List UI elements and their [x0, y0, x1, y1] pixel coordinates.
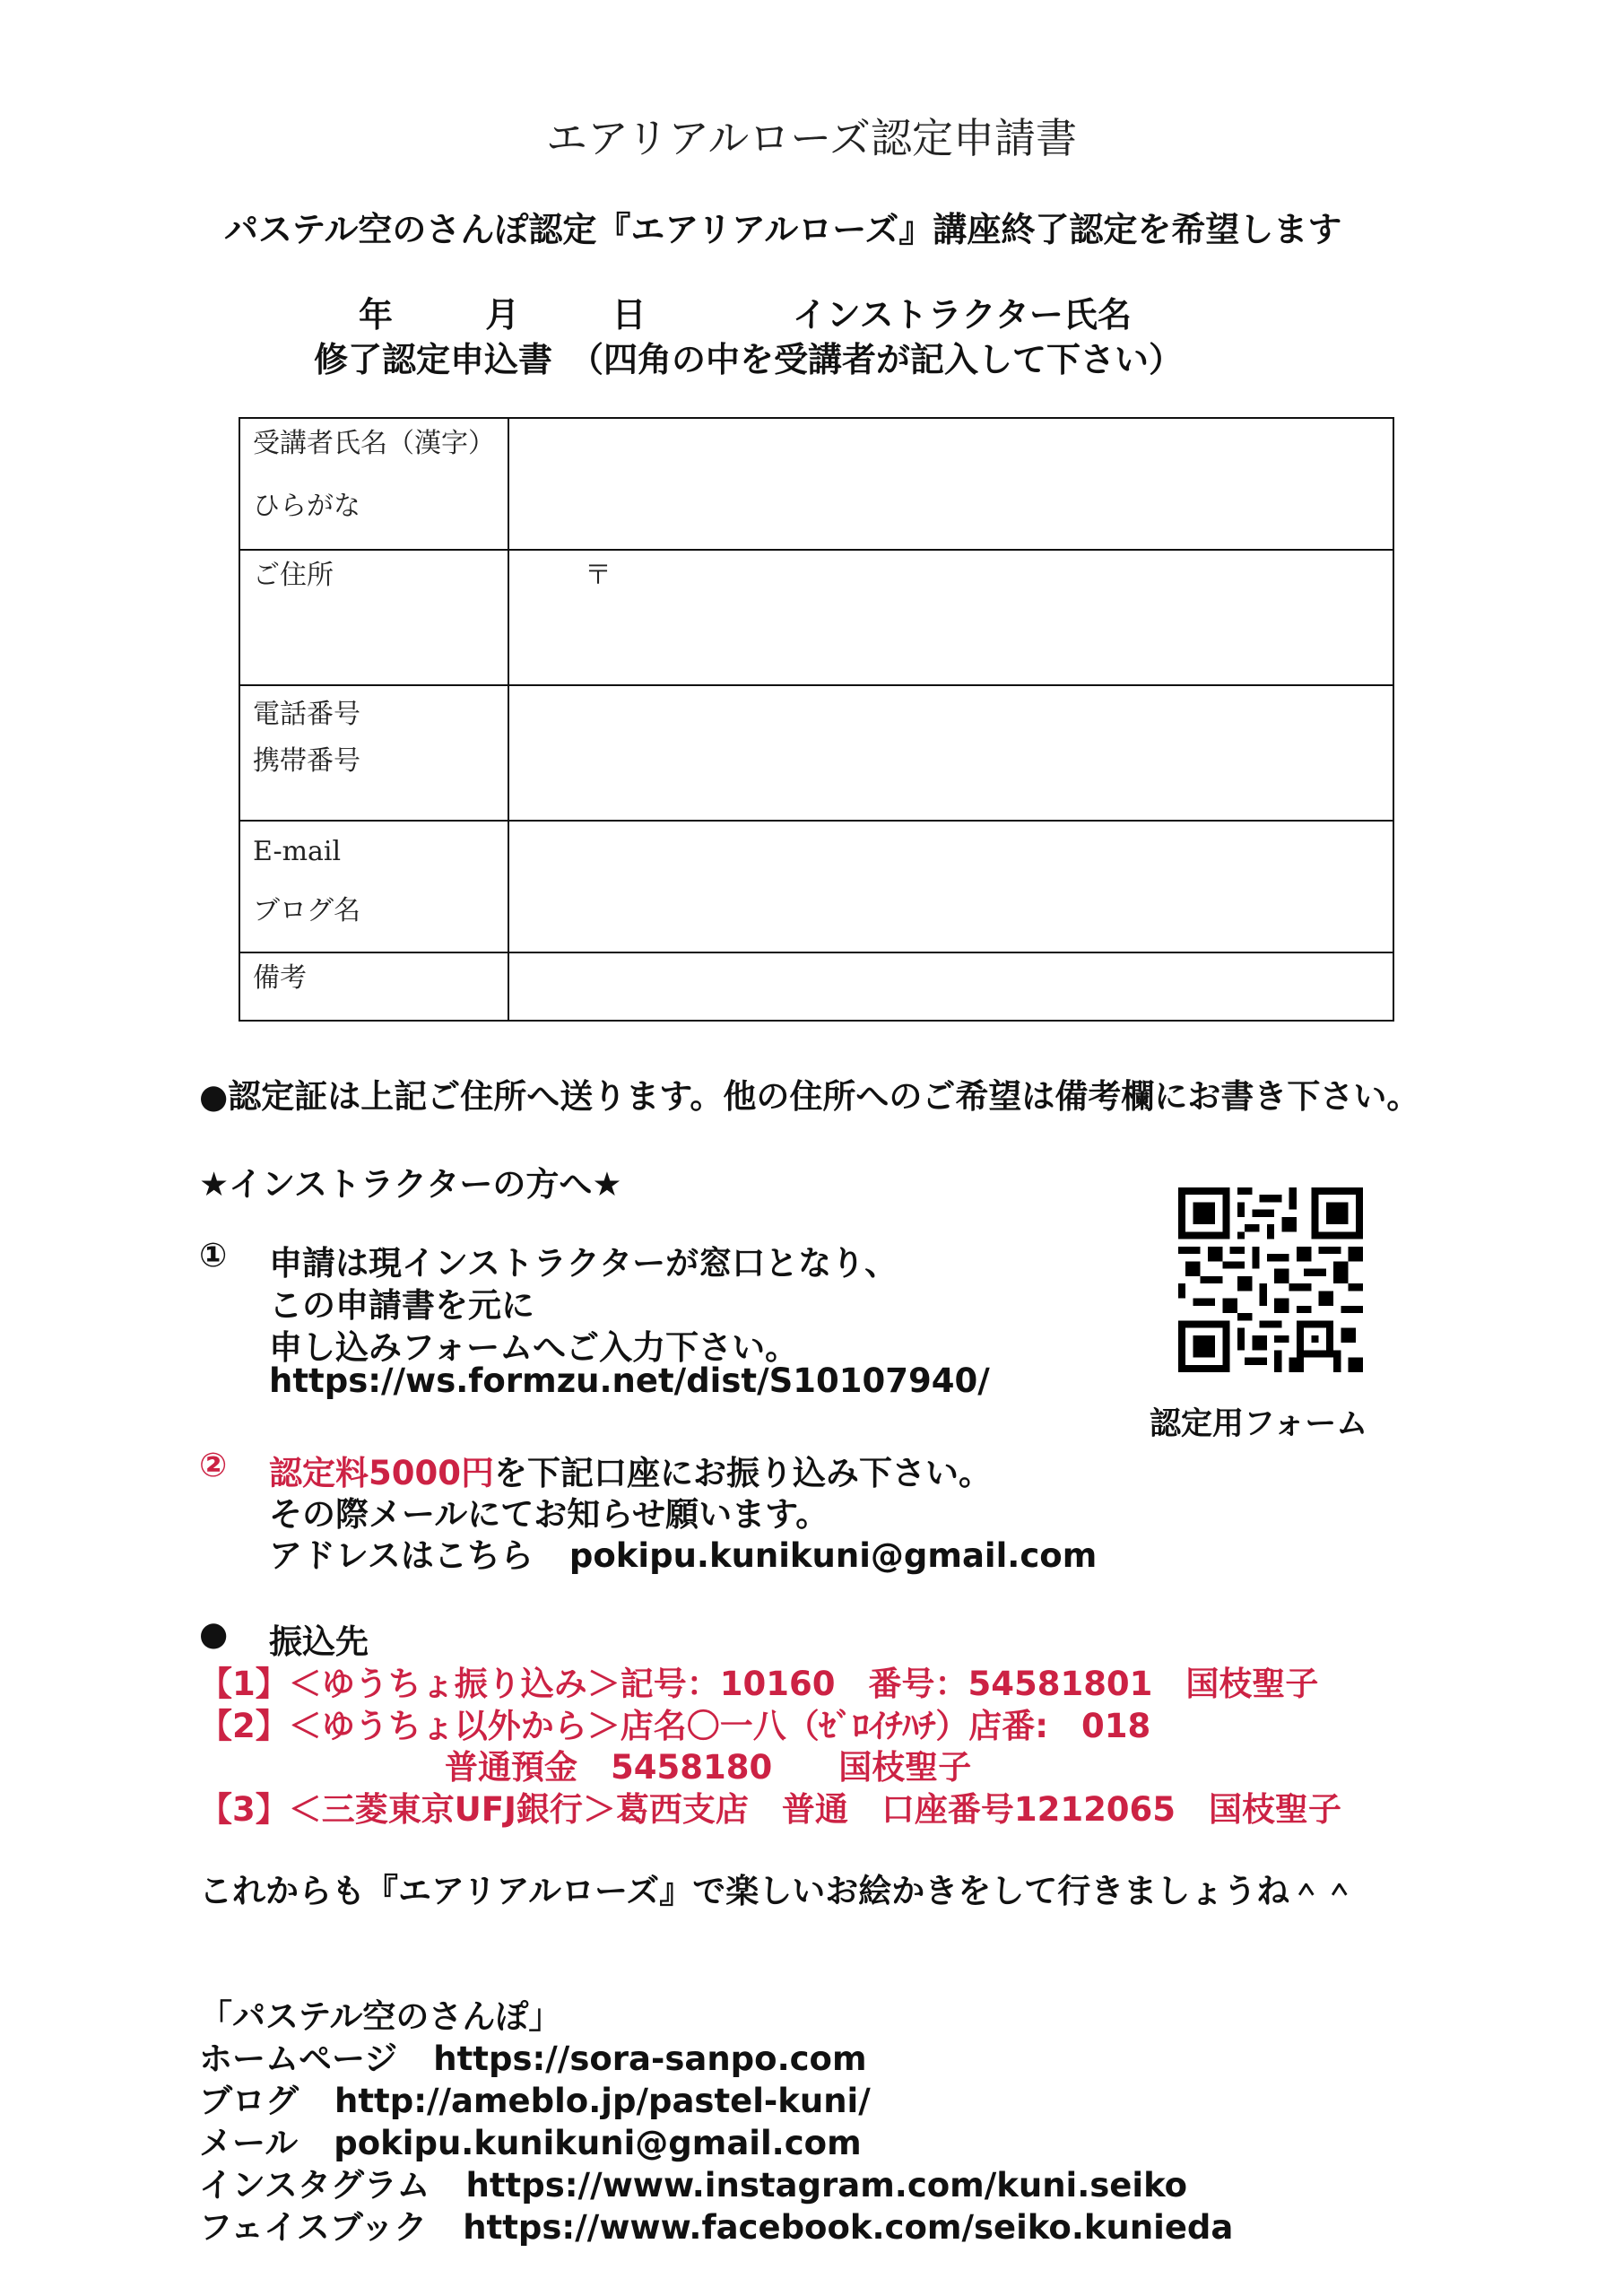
year-label: 年 [359, 295, 394, 335]
address-notice: ●認定証は上記ご住所へ送ります。他の住所へのご希望は備考欄にお書き下さい。 [199, 1077, 1420, 1116]
step1-line2: この申請書を元に [269, 1286, 534, 1325]
step2-line2: その際メールにてお知らせ願います。 [269, 1495, 829, 1534]
qr-code[interactable] [1178, 1187, 1363, 1372]
blog-link[interactable]: http://ameblo.jp/pastel-kuni/ [334, 2082, 871, 2120]
form-url-link[interactable]: https://ws.formzu.net/dist/S10107940/ [269, 1361, 990, 1400]
step2-line3: アドレスはこちら pokipu.kunikuni@gmail.com [269, 1536, 1098, 1575]
contact-blog: ブログ http://ameblo.jp/pastel-kuni/ [199, 2082, 871, 2120]
page-title: エアリアルローズ認定申請書 [545, 114, 1078, 162]
phone-label: 電話番号 [253, 699, 360, 730]
name-hiragana-label: ひらがな [253, 491, 360, 522]
contact-name: 「パステル空のさんぽ」 [199, 1997, 562, 2036]
qr-label: 認定用フォーム [1150, 1406, 1368, 1442]
instagram-link[interactable]: https://www.instagram.com/kuni.seiko [465, 2166, 1188, 2205]
email-label: E-mail [253, 836, 342, 867]
instructor-heading: ★インストラクターの方へ★ [199, 1165, 622, 1204]
transfer-line-2b: 普通預金 5458180 国枝聖子 [445, 1748, 972, 1787]
remarks-input-cell[interactable] [508, 952, 1393, 1021]
mobile-label: 携帯番号 [253, 745, 360, 777]
contact-homepage: ホームページ https://sora-sanpo.com [199, 2039, 867, 2078]
transfer-bullet: ● [199, 1614, 229, 1653]
form-row-remarks [239, 952, 1393, 1021]
transfer-line-3: 【3】＜三菱東京UFJ銀行＞葛西支店 普通 口座番号1212065 国枝聖子 [199, 1790, 1342, 1829]
form-heading: 修了認定申込書 （四角の中を受講者が記入して下さい） [314, 340, 1184, 379]
phone-input-cell[interactable] [508, 685, 1393, 821]
step1-number: ① [199, 1236, 228, 1274]
subtitle: パステル空のさんぽ認定『エアリアルローズ』講座終了認定を希望します [224, 210, 1342, 249]
step2-email-link[interactable]: pokipu.kunikuni@gmail.com [568, 1536, 1098, 1575]
instructor-name-label: インストラクター氏名 [792, 295, 1132, 335]
name-input-cell[interactable] [508, 418, 1393, 550]
fee-text: 認定料5000円 [269, 1454, 494, 1492]
homepage-link[interactable]: https://sora-sanpo.com [433, 2039, 867, 2078]
contact-facebook: フェイスブック https://www.facebook.com/seiko.kunieda [199, 2208, 1234, 2247]
transfer-line-2: 【2】＜ゆうちょ以外から＞店名〇一八（ｾﾞﾛｲﾁﾊﾁ）店番: 018 [199, 1707, 1151, 1745]
closing-message: これからも『エアリアルローズ』で楽しいお絵かきをして行きましょうね＾＾ [199, 1872, 1357, 1910]
address-label: ご住所 [253, 560, 334, 591]
postal-mark: 〒 [585, 560, 612, 591]
month-label: 月 [485, 295, 520, 335]
step2-line1: 認定料5000円を下記口座にお振り込み下さい。 [269, 1454, 992, 1492]
step2-number: ② [199, 1446, 228, 1484]
application-form-table [239, 417, 1394, 1022]
email-input-cell[interactable] [508, 821, 1393, 952]
contact-mail: メール pokipu.kunikuni@gmail.com [199, 2124, 862, 2162]
form-row-phone [239, 685, 1393, 821]
contact-instagram: インスタグラム https://www.instagram.com/kuni.seiko [199, 2166, 1188, 2205]
blog-name-label: ブログ名 [253, 895, 360, 926]
form-row-address [239, 550, 1393, 685]
name-kanji-label: 受講者氏名（漢字） [253, 428, 495, 459]
day-label: 日 [612, 295, 647, 335]
step1-line3: 申し込みフォームへご入力下さい。 [269, 1328, 799, 1367]
step1-line1: 申請は現インストラクターが窓口となり、 [269, 1244, 898, 1283]
facebook-link[interactable]: https://www.facebook.com/seiko.kunieda [463, 2208, 1234, 2247]
transfer-heading: 振込先 [269, 1622, 369, 1661]
address-input-cell[interactable] [508, 550, 1393, 685]
remarks-label: 備考 [253, 962, 307, 994]
mail-link[interactable]: pokipu.kunikuni@gmail.com [334, 2124, 862, 2162]
form-row-name [239, 418, 1393, 550]
date-instructor-line [359, 287, 1132, 336]
form-row-email [239, 821, 1393, 952]
transfer-line-1: 【1】＜ゆうちょ振り込み＞記号：10160 番号：54581801 国枝聖子 [199, 1665, 1319, 1703]
